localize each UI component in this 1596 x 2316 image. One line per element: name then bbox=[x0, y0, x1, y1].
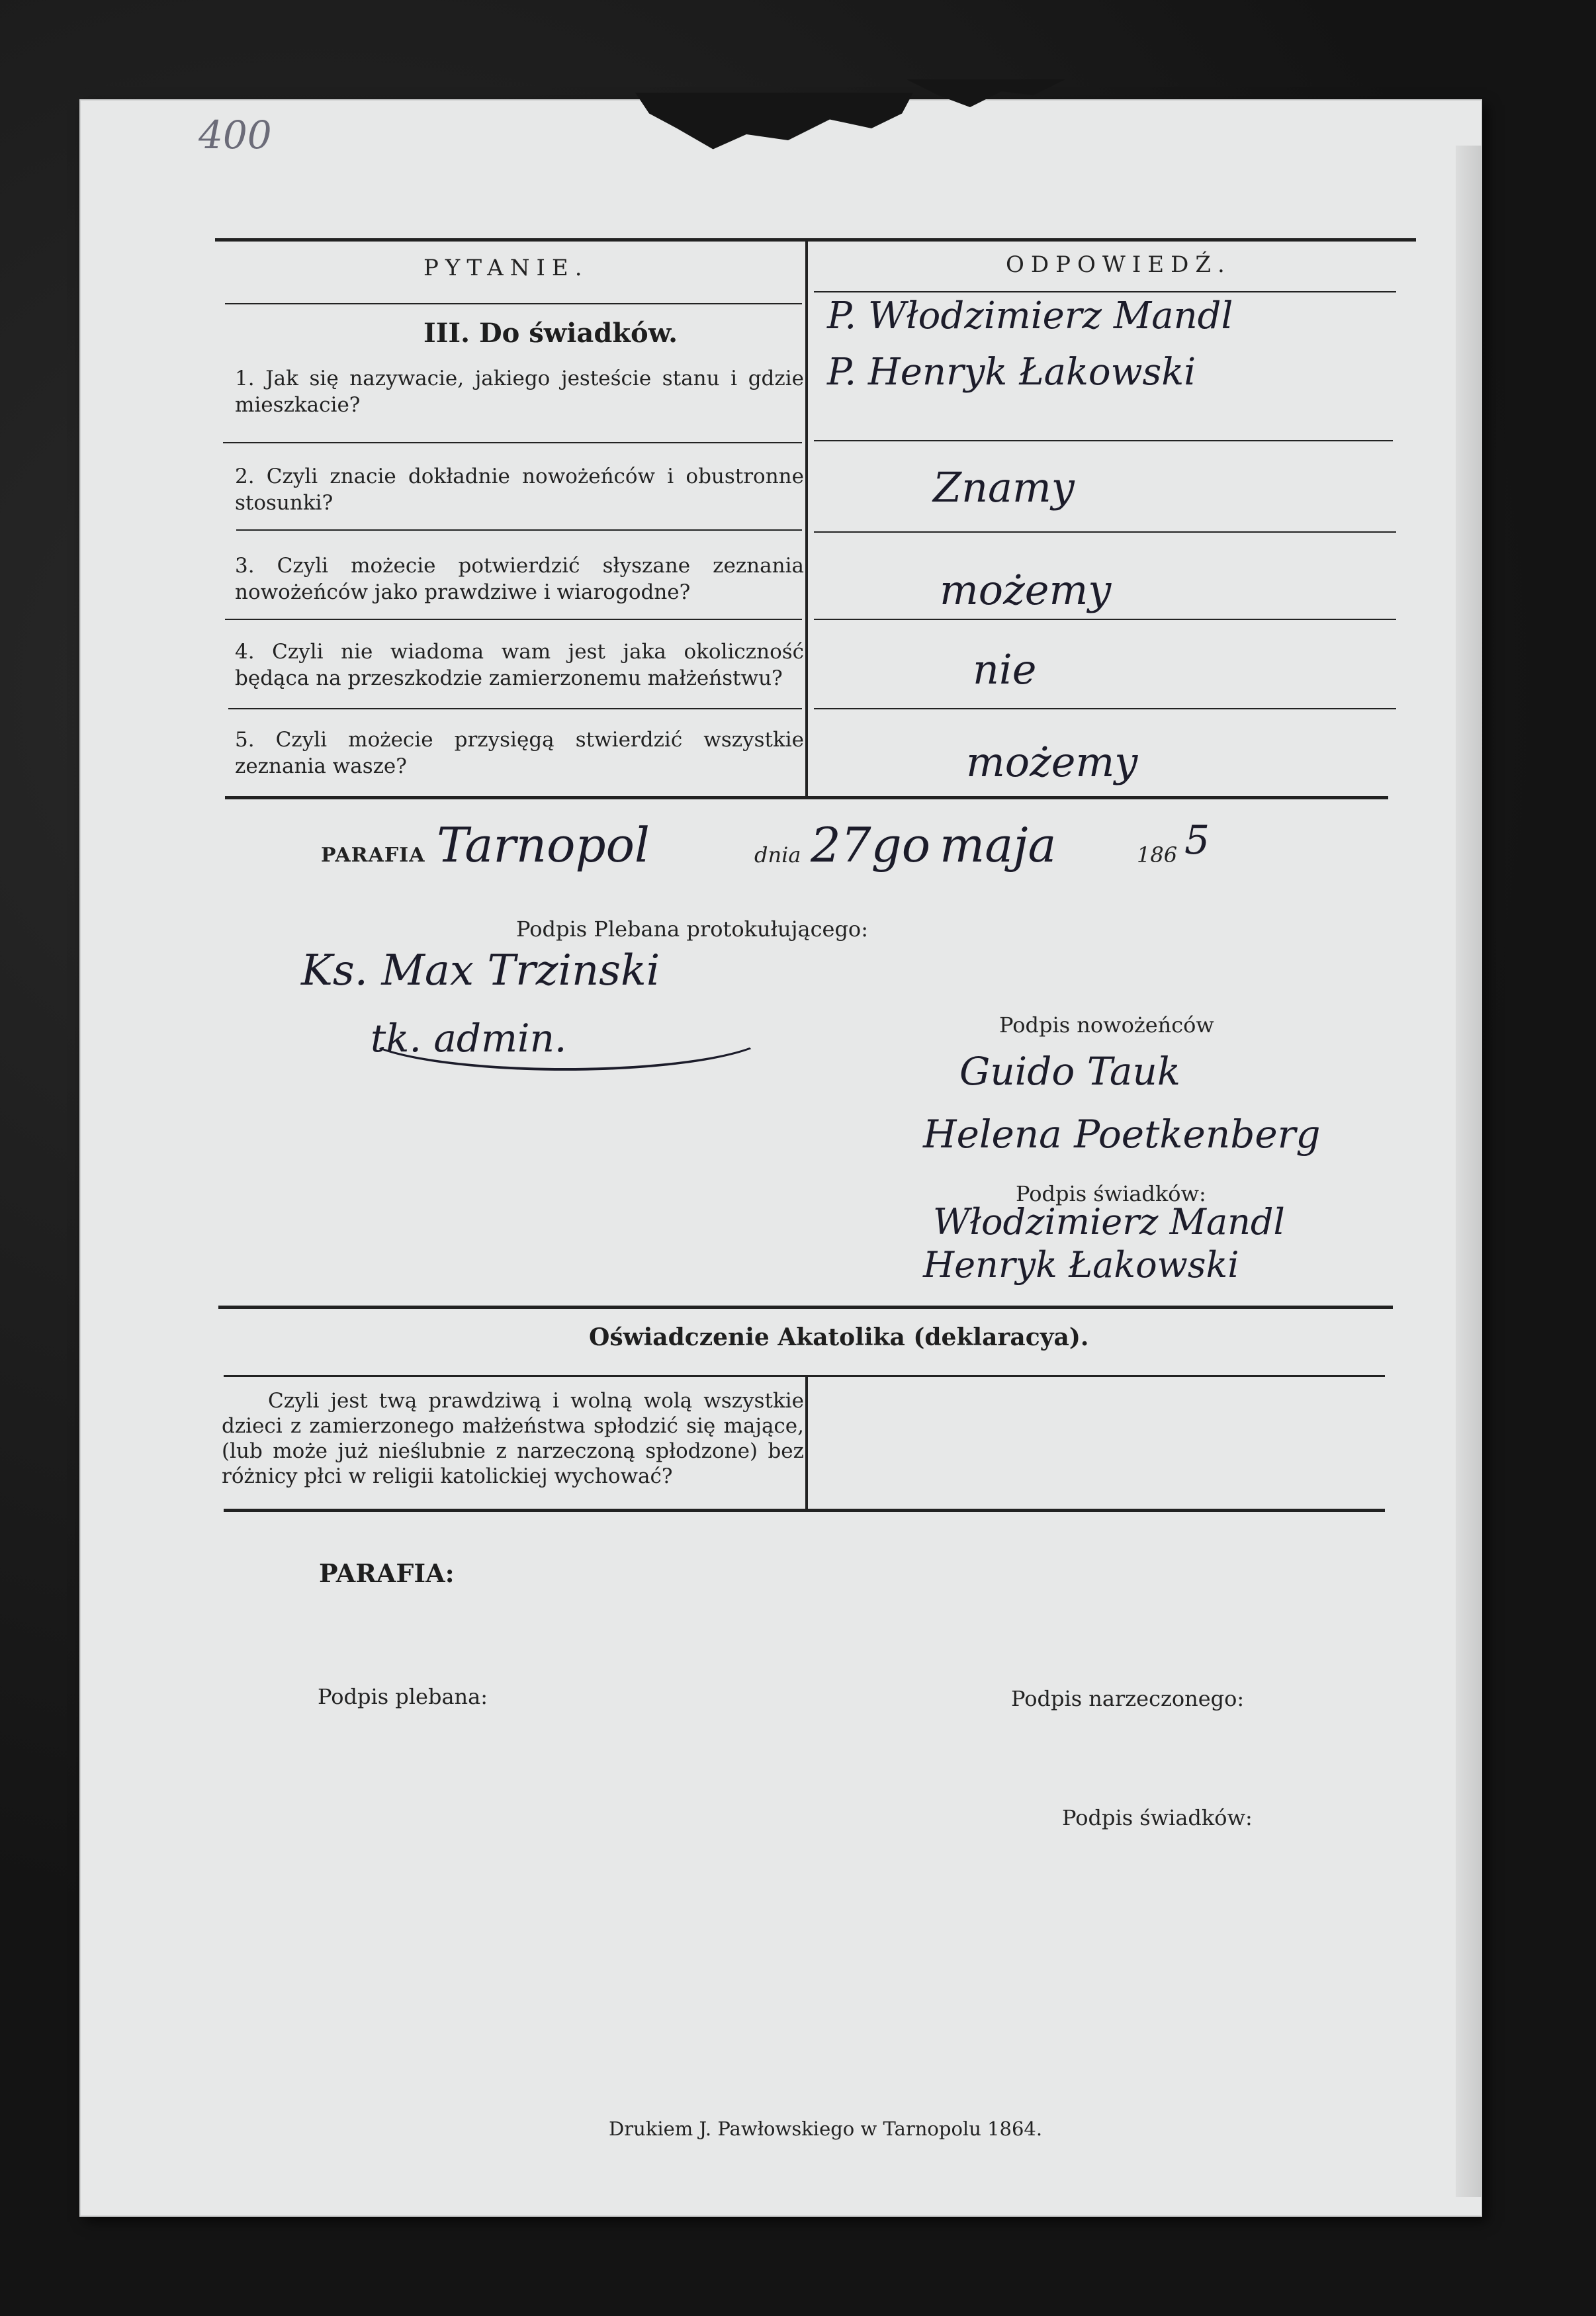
groom-signature: Guido Tauk bbox=[959, 1049, 1180, 1094]
witness-1-signature: Włodzimierz Mandl bbox=[933, 1201, 1285, 1243]
date-month: maja bbox=[940, 817, 1057, 873]
question-4: 4. Czyli nie wiadoma wam jest jaka okoliczność będąca na przeszkodzie zamierzonemu małżeństwu? bbox=[235, 640, 804, 690]
answer-1-line-1: P. Włodzimierz Mandl bbox=[827, 294, 1233, 337]
row-rule-1-left bbox=[223, 442, 802, 443]
witnesses-signature-label-2: Podpis świadków: bbox=[1062, 1805, 1253, 1830]
header-rule-right bbox=[814, 291, 1396, 292]
question-3: 3. Czyli możecie potwierdzić słyszane zeznania nowożeńców jako prawdziwe i wiarogodne? bbox=[235, 554, 804, 604]
year-prefix: 186 bbox=[1137, 842, 1178, 868]
spouses-signature-label: Podpis nowożeńców bbox=[999, 1012, 1214, 1038]
column-divider bbox=[805, 242, 808, 797]
row-rule-3-right bbox=[814, 619, 1396, 620]
answer-column-header: ODPOWIEDŹ. bbox=[1006, 251, 1231, 278]
year-suffix: 5 bbox=[1184, 817, 1210, 864]
table-bottom-rule bbox=[225, 796, 1388, 799]
declaration-title: Oświadczenie Akatolika (deklaracya). bbox=[589, 1323, 1089, 1351]
printer-imprint: Drukiem J. Pawłowskiego w Tarnopolu 1864. bbox=[609, 2117, 1043, 2140]
question-2: 2. Czyli znacie dokładnie nowożeńców i obustronne stosunki? bbox=[235, 465, 804, 515]
witnesses-signature-label: Podpis świadków: bbox=[1016, 1181, 1206, 1206]
row-rule-3-left bbox=[225, 619, 802, 620]
row-rule-2-right bbox=[814, 531, 1396, 533]
section-title: III. Do świadków. bbox=[423, 318, 678, 349]
priest-signature-line-1: Ks. Max Trzinski bbox=[301, 946, 660, 995]
row-rule-4-left bbox=[228, 708, 802, 709]
priest-signature-label: Podpis Plebana protokułującego: bbox=[516, 916, 868, 942]
priest-signature-line-2: tk. admin. bbox=[371, 1016, 567, 1061]
declaration-column-divider bbox=[805, 1376, 808, 1509]
question-column-header: PYTANIE. bbox=[423, 255, 589, 281]
page-number: 400 bbox=[199, 112, 272, 157]
date-day: 27go bbox=[811, 817, 931, 873]
declaration-header-rule bbox=[224, 1375, 1385, 1377]
parafia-label-2: PARAFIA: bbox=[319, 1558, 455, 1588]
row-rule-1-right bbox=[814, 440, 1393, 441]
row-rule-4-right bbox=[814, 708, 1396, 709]
bride-signature: Helena Poetkenberg bbox=[923, 1112, 1321, 1157]
table-top-rule bbox=[215, 238, 1416, 242]
declaration-question: Czyli jest twą prawdziwą i wolną wolą wszystkie dzieci z zamierzonego małżeństwa spłodzić się mające, (lub może już nieślubnie z narzeczoną spłodzone) bez różnicy płci w religii katolickiej wychować? bbox=[222, 1389, 804, 1488]
answer-3: możemy bbox=[940, 566, 1112, 614]
declaration-top-rule bbox=[218, 1306, 1393, 1309]
dnia-label: dnia bbox=[754, 842, 801, 868]
witness-2-signature: Henryk Łakowski bbox=[923, 1244, 1239, 1286]
page-edge bbox=[1456, 146, 1482, 2197]
header-rule-left bbox=[225, 303, 802, 304]
signature-flourish bbox=[357, 993, 773, 1071]
question-1: 1. Jak się nazywacie, jakiego jesteście stanu i gdzie mieszkacie? bbox=[235, 367, 804, 417]
row-rule-2-left bbox=[236, 529, 802, 531]
question-5: 5. Czyli możecie przysięgą stwierdzić wszystkie zeznania wasze? bbox=[235, 728, 804, 778]
answer-5: możemy bbox=[966, 738, 1138, 786]
parafia-label: PARAFIA bbox=[321, 844, 425, 867]
answer-1-line-2: P. Henryk Łakowski bbox=[827, 351, 1196, 394]
answer-2: Znamy bbox=[933, 463, 1075, 512]
groom-signature-label: Podpis narzeczonego: bbox=[1011, 1686, 1245, 1711]
answer-4: nie bbox=[973, 645, 1037, 693]
priest-signature-label-2: Podpis plebana: bbox=[318, 1684, 488, 1709]
parafia-value: Tarnopol bbox=[437, 817, 650, 873]
declaration-bottom-rule bbox=[224, 1509, 1385, 1512]
